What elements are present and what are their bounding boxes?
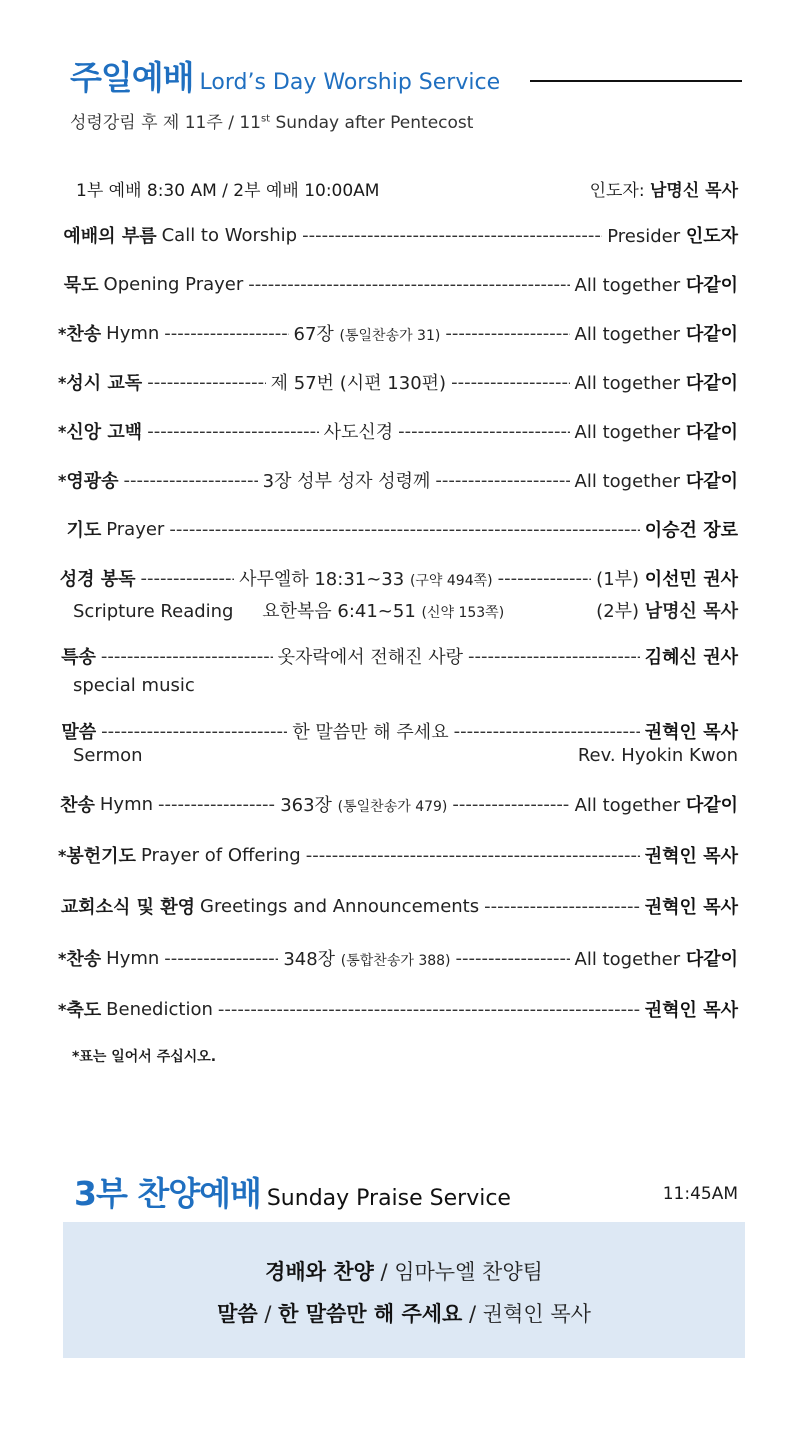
order-item	[58, 994, 738, 1024]
order-item	[58, 563, 738, 593]
order-item	[58, 367, 738, 397]
order-item-detail: 한 말씀만 해 주세요	[292, 722, 449, 743]
scripture-sub-row: Scripture Reading 요한복음 6:41~51 (신약 153쪽) (2부) 남명신 목사	[73, 601, 738, 622]
order-item-title: 교회소식 및 환영	[60, 897, 196, 918]
leader-dots	[452, 794, 569, 815]
order-item-leader: 이승건 장로	[644, 520, 738, 541]
leader-dots	[302, 225, 602, 246]
order-item-title: 찬송	[66, 949, 102, 970]
order-item	[58, 716, 738, 746]
leader-dots	[498, 568, 592, 589]
service-times: 1부 예배 8:30 AM / 2부 예배 10:00AM	[76, 181, 380, 201]
leader-dots	[158, 794, 275, 815]
standing-note: *표는 일어서 주십시오.	[72, 1049, 217, 1065]
leader-dots	[101, 721, 287, 742]
order-item-leader: All together 다같이	[574, 275, 738, 296]
order-item	[58, 465, 738, 495]
worship-title-en: Lord’s Day Worship Service	[199, 70, 501, 95]
order-item-title: 기도	[66, 520, 102, 541]
order-item-english: Prayer of Offering	[140, 844, 301, 866]
standing-marker: *	[58, 372, 67, 392]
order-item	[58, 514, 738, 544]
worship-title-ko: 주일예배	[70, 58, 194, 97]
leader-dots	[445, 323, 569, 344]
leader-dots	[484, 896, 640, 917]
standing-marker: *	[58, 323, 67, 343]
order-item-detail: 363장 (통일찬송가 479)	[280, 795, 448, 816]
praise-time: 11:45AM	[662, 1184, 738, 1204]
standing-marker: *	[58, 421, 67, 441]
order-item-title: 성경 봉독	[59, 569, 136, 590]
leader-dots	[164, 323, 288, 344]
order-item-detail: 3장 성부 성자 성령께	[262, 471, 431, 492]
order-item-detail: 제 57번 (시편 130편)	[270, 373, 447, 394]
standing-marker: *	[58, 845, 67, 865]
order-item-leader: 김혜신 권사	[644, 647, 738, 668]
order-item-title: 축도	[66, 1000, 102, 1021]
order-item-detail: 옷자락에서 전해진 사랑	[277, 647, 463, 668]
order-item-leader: Presider 인도자	[607, 226, 738, 247]
leader-dots	[141, 568, 235, 589]
order-item-leader: All together 다같이	[574, 471, 738, 492]
order-item-detail: 사도신경	[323, 422, 394, 443]
leader-dots	[454, 721, 640, 742]
order-item-detail: 67장 (통일찬송가 31)	[293, 324, 441, 345]
leader-dots	[248, 274, 569, 295]
standing-marker: *	[58, 948, 67, 968]
praise-line-1: 경배와 찬양 / 임마누엘 찬양팀	[265, 1260, 543, 1284]
worship-subtitle: 성령강림 후 제 11주 / 11st Sunday after Pentecost	[70, 113, 474, 133]
order-item-leader: 권혁인 목사	[644, 846, 738, 867]
order-item-title: 찬송	[60, 795, 95, 816]
service-leader: 인도자: 남명신 목사	[589, 181, 738, 201]
order-item-english: Prayer	[106, 518, 165, 540]
order-item-leader: 권혁인 목사	[644, 897, 738, 918]
order-item-detail: 348장 (통합찬송가 388)	[283, 949, 451, 970]
leader-dots	[164, 948, 278, 969]
order-item-leader: All together 다같이	[574, 422, 738, 443]
order-item-leader: 권혁인 목사	[644, 1000, 738, 1021]
order-item	[58, 840, 738, 870]
order-item-leader: All together 다같이	[574, 373, 738, 394]
order-item-title: 말씀	[61, 722, 97, 743]
order-item	[58, 269, 738, 299]
order-item-english: Greetings and Announcements	[200, 895, 480, 917]
order-item-title: 특송	[61, 647, 96, 668]
praise-title-ko: 3부 찬양예배	[74, 1174, 261, 1213]
leader-dots	[147, 421, 318, 442]
leader-dots	[169, 519, 639, 540]
standing-marker: *	[58, 470, 67, 490]
order-item-leader: (1부) 이선민 권사	[596, 569, 738, 590]
order-item-detail: 사무엘하 18:31~33 (구약 494쪽)	[239, 569, 493, 590]
special-music-sub: special music	[73, 675, 195, 696]
sermon-sub-row: Sermon Rev. Hyokin Kwon	[73, 745, 738, 766]
leader-dots	[306, 845, 640, 866]
order-item-title: 예배의 부름	[63, 226, 157, 247]
leader-dots	[468, 646, 640, 667]
header-rule	[530, 80, 742, 82]
order-item-english: Call to Worship	[161, 224, 298, 246]
order-item-title: 찬송	[66, 324, 102, 345]
leader-dots	[451, 372, 569, 393]
order-item	[58, 943, 738, 973]
leader-dots	[147, 372, 265, 393]
order-item-english: Opening Prayer	[103, 273, 244, 295]
praise-header	[74, 1168, 738, 1214]
order-item-title: 영광송	[66, 471, 119, 492]
order-item-title: 봉헌기도	[66, 846, 136, 867]
order-item-leader: All together 다같이	[574, 324, 738, 345]
order-item-english: Hymn	[106, 322, 160, 344]
order-item-english: Benediction	[106, 998, 213, 1020]
leader-dots	[398, 421, 569, 442]
order-item	[58, 641, 738, 671]
standing-marker: *	[58, 999, 67, 1019]
praise-box	[63, 1222, 745, 1358]
order-item-leader: 권혁인 목사	[644, 722, 738, 743]
leader-dots	[456, 948, 570, 969]
praise-title-en: Sunday Praise Service	[266, 1186, 511, 1211]
order-item-leader: All together 다같이	[574, 949, 738, 970]
leader-dots	[218, 999, 640, 1020]
praise-line-2: 말씀 / 한 말씀만 해 주세요 / 권혁인 목사	[217, 1302, 591, 1326]
order-item	[58, 416, 738, 446]
order-item-title: 성시 교독	[66, 373, 143, 394]
order-item-english: Hymn	[106, 947, 160, 969]
order-item	[58, 789, 738, 819]
order-item-title: 묵도	[63, 275, 99, 296]
order-item	[58, 318, 738, 348]
order-item	[58, 891, 738, 921]
worship-header	[70, 52, 742, 98]
leader-dots	[124, 470, 258, 491]
order-item-leader: All together 다같이	[574, 795, 739, 816]
leader-dots	[101, 646, 273, 667]
leader-dots	[435, 470, 569, 491]
order-item-title: 신앙 고백	[66, 422, 143, 443]
order-item-english: Hymn	[99, 793, 154, 815]
order-item	[58, 220, 738, 250]
